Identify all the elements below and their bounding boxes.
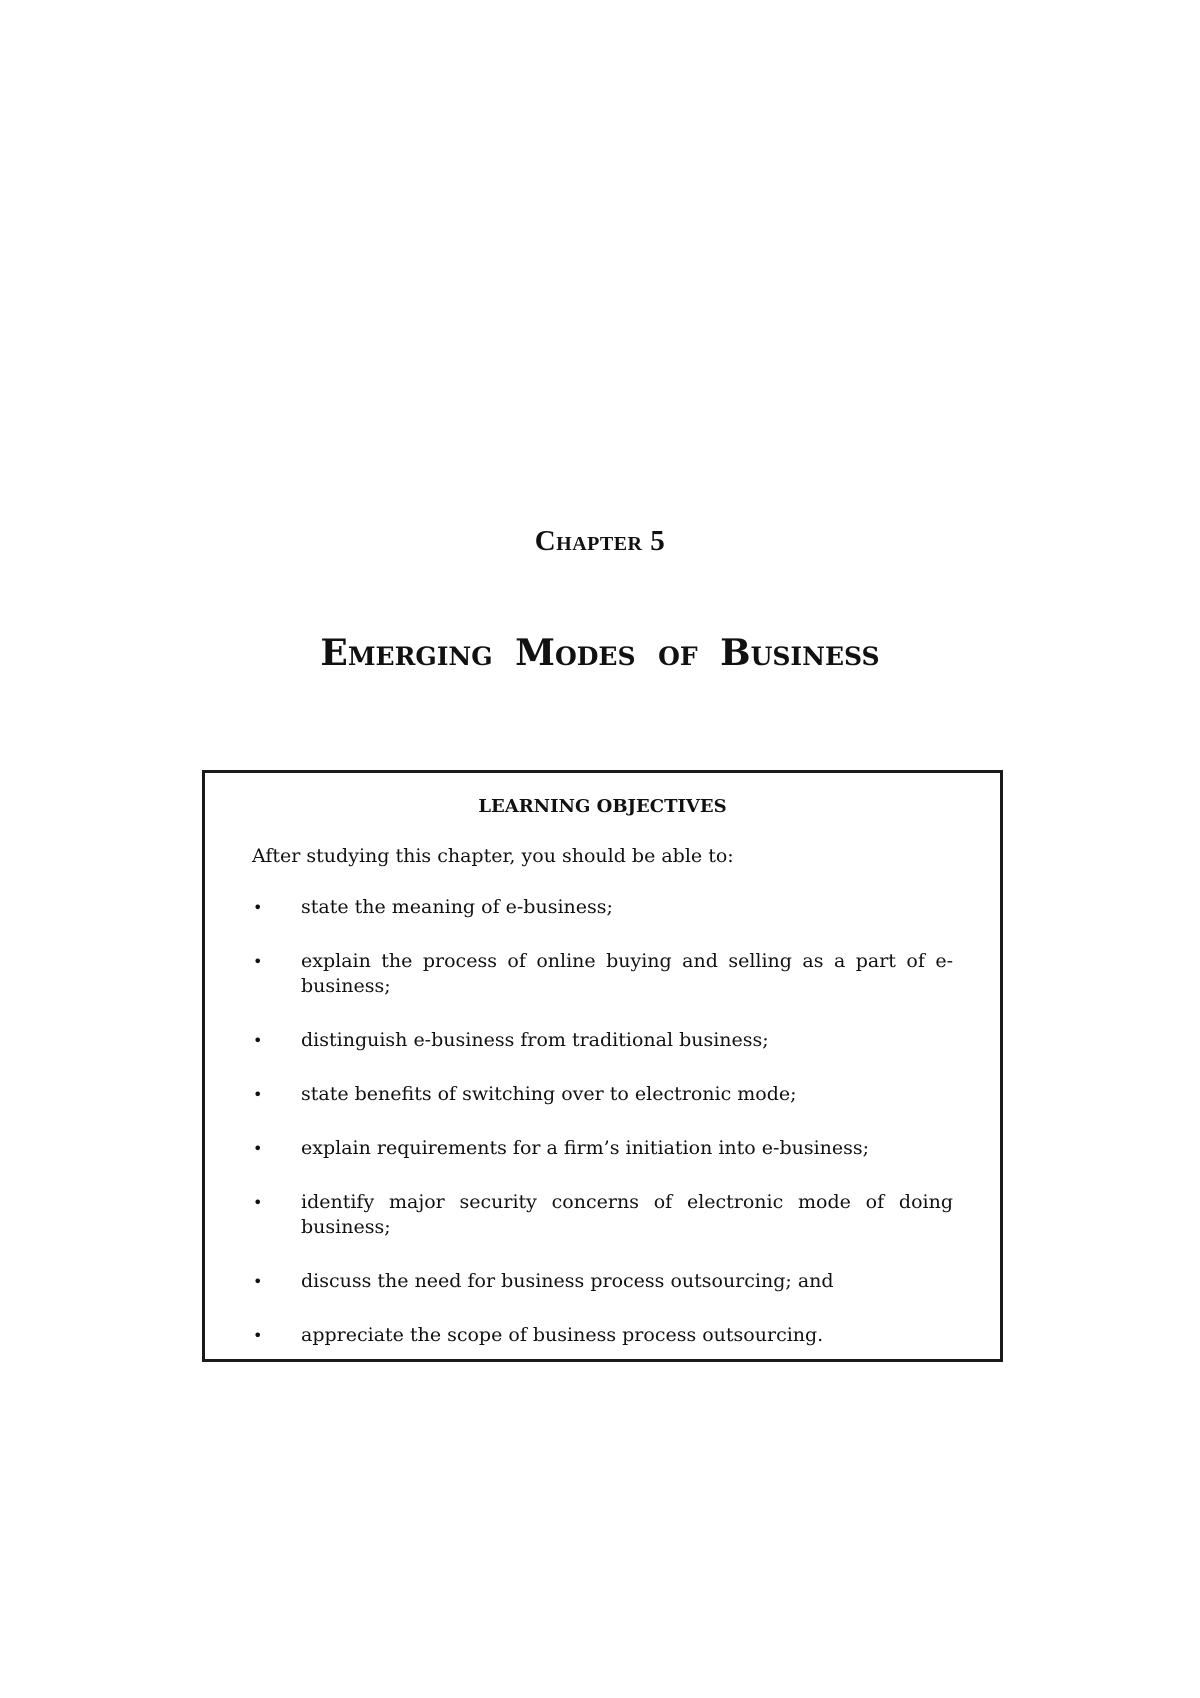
list-item-text: state the meaning of e-business; — [301, 896, 613, 918]
list-item-text: explain the process of online buying and selling as a part of e-business; — [301, 950, 953, 997]
bullet-icon: • — [253, 1193, 263, 1212]
list-item — [205, 1136, 1000, 1161]
list-item — [205, 1028, 1000, 1053]
list-item-text: appreciate the scope of business process outsourcing. — [301, 1324, 824, 1346]
list-item-text: state benefits of switching over to electronic mode; — [301, 1083, 797, 1105]
bullet-icon: • — [253, 1031, 263, 1050]
bullet-icon: • — [253, 898, 263, 917]
chapter-title: Emerging Modes of Business — [320, 632, 880, 674]
list-item — [205, 1082, 1000, 1107]
list-item-text: distinguish e-business from traditional business; — [301, 1029, 769, 1051]
list-item — [205, 1323, 1000, 1348]
learning-objectives-heading: LEARNING OBJECTIVES — [478, 796, 727, 817]
chapter-label: Chapter 5 — [534, 525, 666, 557]
list-item-text: discuss the need for business process outsourcing; and — [301, 1270, 834, 1292]
bullet-icon: • — [253, 1272, 263, 1291]
bullet-icon: • — [253, 952, 263, 971]
learning-objectives-box — [202, 770, 1003, 1362]
list-item — [205, 895, 1000, 920]
list-item — [205, 949, 1000, 999]
learning-objectives-list — [205, 895, 1000, 1377]
learning-objectives-intro: After studying this chapter, you should be able to: — [252, 845, 734, 867]
bullet-icon: • — [253, 1085, 263, 1104]
list-item — [205, 1190, 1000, 1240]
bullet-icon: • — [253, 1326, 263, 1345]
bullet-icon: • — [253, 1139, 263, 1158]
list-item-text: identify major security concerns of electronic mode of doing business; — [301, 1191, 953, 1238]
list-item-text: explain requirements for a firm’s initiation into e-business; — [301, 1137, 870, 1159]
list-item — [205, 1269, 1000, 1294]
